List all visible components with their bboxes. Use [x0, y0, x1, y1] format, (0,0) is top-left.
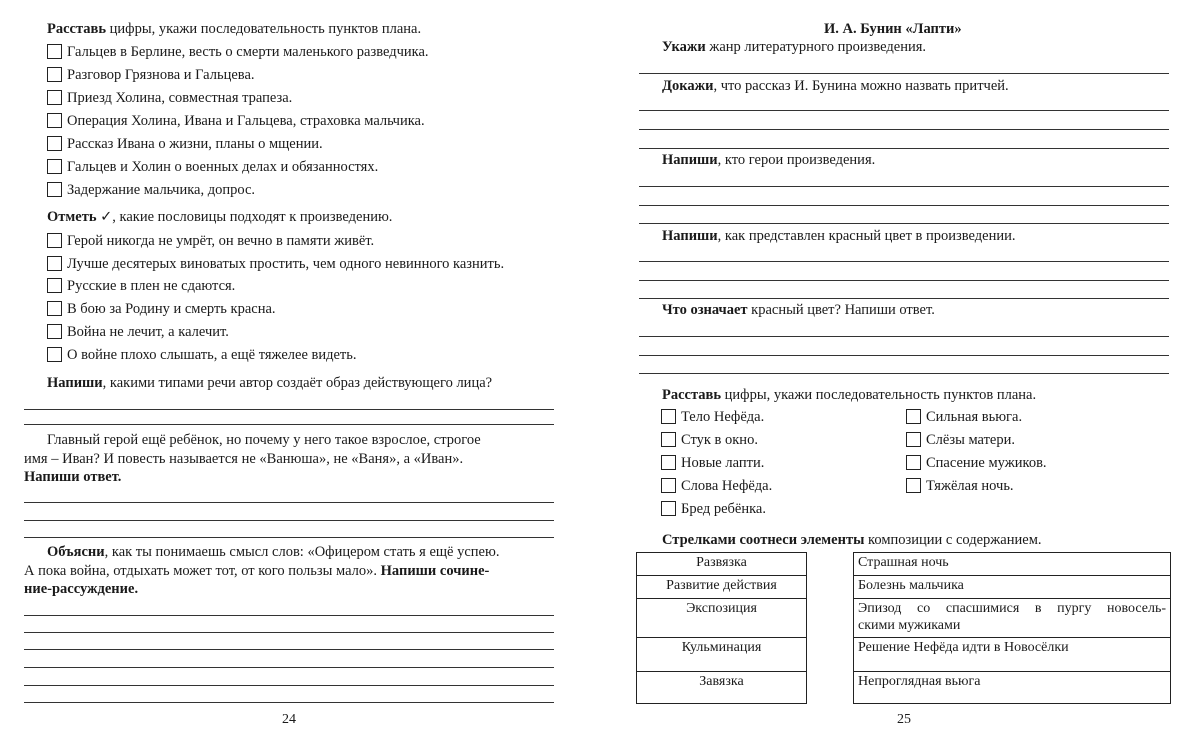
checkbox[interactable]	[47, 256, 62, 271]
left-q2-item[interactable]: Лучше десятерых виноватых простить, чем одного невинного казнить.	[47, 255, 504, 273]
checkbox[interactable]	[661, 409, 676, 424]
answer-line[interactable]	[24, 615, 554, 616]
right-q6-item[interactable]: Стук в окно.	[661, 431, 758, 449]
answer-line[interactable]	[639, 110, 1169, 111]
checkbox[interactable]	[47, 136, 62, 151]
left-q5-line2: А пока война, отдыхать может тот, от кого пользы мало». Напиши сочине-	[24, 563, 490, 579]
checkbox[interactable]	[47, 233, 62, 248]
right-q5-prompt: Что означает красный цвет? Напиши ответ.	[662, 302, 935, 318]
checkbox[interactable]	[47, 301, 62, 316]
right-q6-item[interactable]: Слёзы матери.	[906, 431, 1015, 449]
composition-element[interactable]: Экспозиция	[636, 598, 807, 638]
left-q5-line3: ние-рассуждение.	[24, 581, 139, 597]
answer-line[interactable]	[639, 73, 1169, 74]
composition-element[interactable]: Завязка	[636, 671, 807, 704]
left-q5-line1: Объясни, как ты понимаешь смысл слов: «Офицером стать я ещё успею.	[47, 544, 500, 560]
right-q1-prompt: Укажи жанр литературного произведения.	[662, 39, 927, 55]
left-q1-item[interactable]: Рассказ Ивана о жизни, планы о мщении.	[47, 135, 323, 153]
answer-line[interactable]	[24, 685, 554, 686]
answer-line[interactable]	[24, 667, 554, 668]
left-q2-prompt: Отметь ✓, какие пословицы подходят к произведению.	[47, 209, 393, 225]
page-number: 24	[282, 712, 296, 727]
left-q4-instruction: Напиши ответ.	[24, 469, 122, 485]
answer-line[interactable]	[639, 336, 1169, 337]
answer-line[interactable]	[639, 355, 1169, 356]
left-q1-item[interactable]: Приезд Холина, совместная трапеза.	[47, 89, 292, 107]
composition-element[interactable]: Развязка	[636, 552, 807, 576]
page-title: И. А. Бунин «Лапти»	[824, 21, 962, 37]
checkbox[interactable]	[47, 67, 62, 82]
left-q1-item[interactable]: Гальцев в Берлине, весть о смерти маленького разведчика.	[47, 43, 429, 61]
right-page	[597, 0, 1194, 746]
left-q1-item[interactable]: Гальцев и Холин о военных делах и обязанностях.	[47, 158, 378, 176]
answer-line[interactable]	[639, 298, 1169, 299]
page-number: 25	[897, 712, 911, 727]
answer-line[interactable]	[24, 537, 554, 538]
left-q2-item[interactable]: В бою за Родину и смерть красна.	[47, 300, 276, 318]
checkbox[interactable]	[47, 347, 62, 362]
checkbox[interactable]	[47, 44, 62, 59]
composition-content[interactable]: Страшная ночь	[853, 552, 1171, 576]
checkbox[interactable]	[906, 455, 921, 470]
checkbox[interactable]	[47, 90, 62, 105]
answer-line[interactable]	[24, 409, 554, 410]
left-q2-item[interactable]: Герой никогда не умрёт, он вечно в памяти живёт.	[47, 232, 374, 250]
answer-line[interactable]	[639, 373, 1169, 374]
answer-line[interactable]	[639, 280, 1169, 281]
checkbox[interactable]	[906, 409, 921, 424]
composition-content[interactable]: Непроглядная вьюга	[853, 671, 1171, 704]
checkbox[interactable]	[661, 455, 676, 470]
right-q7-prompt: Стрелками соотнеси элементы композиции с содержанием.	[662, 532, 1042, 548]
answer-line[interactable]	[24, 649, 554, 650]
answer-line[interactable]	[639, 186, 1169, 187]
checkbox[interactable]	[47, 113, 62, 128]
right-q4-prompt: Напиши, как представлен красный цвет в произведении.	[662, 228, 1016, 244]
left-q2-item[interactable]: Русские в плен не сдаются.	[47, 277, 235, 295]
composition-element[interactable]: Кульминация	[636, 637, 807, 672]
answer-line[interactable]	[24, 702, 554, 703]
left-q2-item[interactable]: О войне плохо слышать, а ещё тяжелее видеть.	[47, 346, 357, 364]
right-q6-item[interactable]: Тяжёлая ночь.	[906, 477, 1014, 495]
composition-content[interactable]: Решение Нефёда идти в Новосёлки	[853, 637, 1171, 672]
answer-line[interactable]	[24, 502, 554, 503]
answer-line[interactable]	[24, 424, 554, 425]
checkmark-icon: ✓	[100, 209, 113, 225]
checkbox[interactable]	[47, 159, 62, 174]
composition-element[interactable]: Развитие действия	[636, 575, 807, 599]
checkbox[interactable]	[906, 432, 921, 447]
checkbox[interactable]	[47, 182, 62, 197]
left-q4-line1: Главный герой ещё ребёнок, но почему у него такое взрослое, строгое	[47, 432, 481, 448]
left-q4-line2: имя – Иван? И повесть называется не «Ванюша», не «Ваня», а «Иван».	[24, 451, 464, 467]
left-q1-prompt: Расставь цифры, укажи последовательность пунктов плана.	[47, 21, 422, 37]
left-q1-item[interactable]: Операция Холина, Ивана и Гальцева, страховка мальчика.	[47, 112, 425, 130]
checkbox[interactable]	[661, 432, 676, 447]
answer-line[interactable]	[639, 129, 1169, 130]
composition-content[interactable]: Болезнь мальчика	[853, 575, 1171, 599]
answer-line[interactable]	[639, 205, 1169, 206]
checkbox[interactable]	[47, 278, 62, 293]
right-q6-item[interactable]: Сильная вьюга.	[906, 408, 1022, 426]
checkbox[interactable]	[661, 478, 676, 493]
left-q1-item[interactable]: Разговор Грязнова и Гальцева.	[47, 66, 255, 84]
right-q6-item[interactable]: Слова Нефёда.	[661, 477, 772, 495]
right-q6-prompt: Расставь цифры, укажи последовательность пунктов плана.	[662, 387, 1037, 403]
left-q1-item[interactable]: Задержание мальчика, допрос.	[47, 181, 255, 199]
answer-line[interactable]	[639, 148, 1169, 149]
right-q6-item[interactable]: Спасение мужиков.	[906, 454, 1047, 472]
answer-line[interactable]	[639, 223, 1169, 224]
right-q2-prompt: Докажи, что рассказ И. Бунина можно назвать притчей.	[662, 78, 1009, 94]
right-q6-item[interactable]: Новые лапти.	[661, 454, 764, 472]
left-q3-prompt: Напиши, какими типами речи автор создаёт образ действующего лица?	[47, 375, 493, 391]
right-q6-item[interactable]: Бред ребёнка.	[661, 500, 766, 518]
checkbox[interactable]	[906, 478, 921, 493]
checkbox[interactable]	[47, 324, 62, 339]
right-q6-item[interactable]: Тело Нефёда.	[661, 408, 764, 426]
answer-line[interactable]	[639, 261, 1169, 262]
answer-line[interactable]	[24, 520, 554, 521]
composition-content[interactable]: Эпизод со спасшимися в пургу новосель- скими мужиками	[853, 598, 1171, 638]
left-q2-item[interactable]: Война не лечит, а калечит.	[47, 323, 229, 341]
answer-line[interactable]	[24, 632, 554, 633]
checkbox[interactable]	[661, 501, 676, 516]
right-q3-prompt: Напиши, кто герои произведения.	[662, 152, 876, 168]
